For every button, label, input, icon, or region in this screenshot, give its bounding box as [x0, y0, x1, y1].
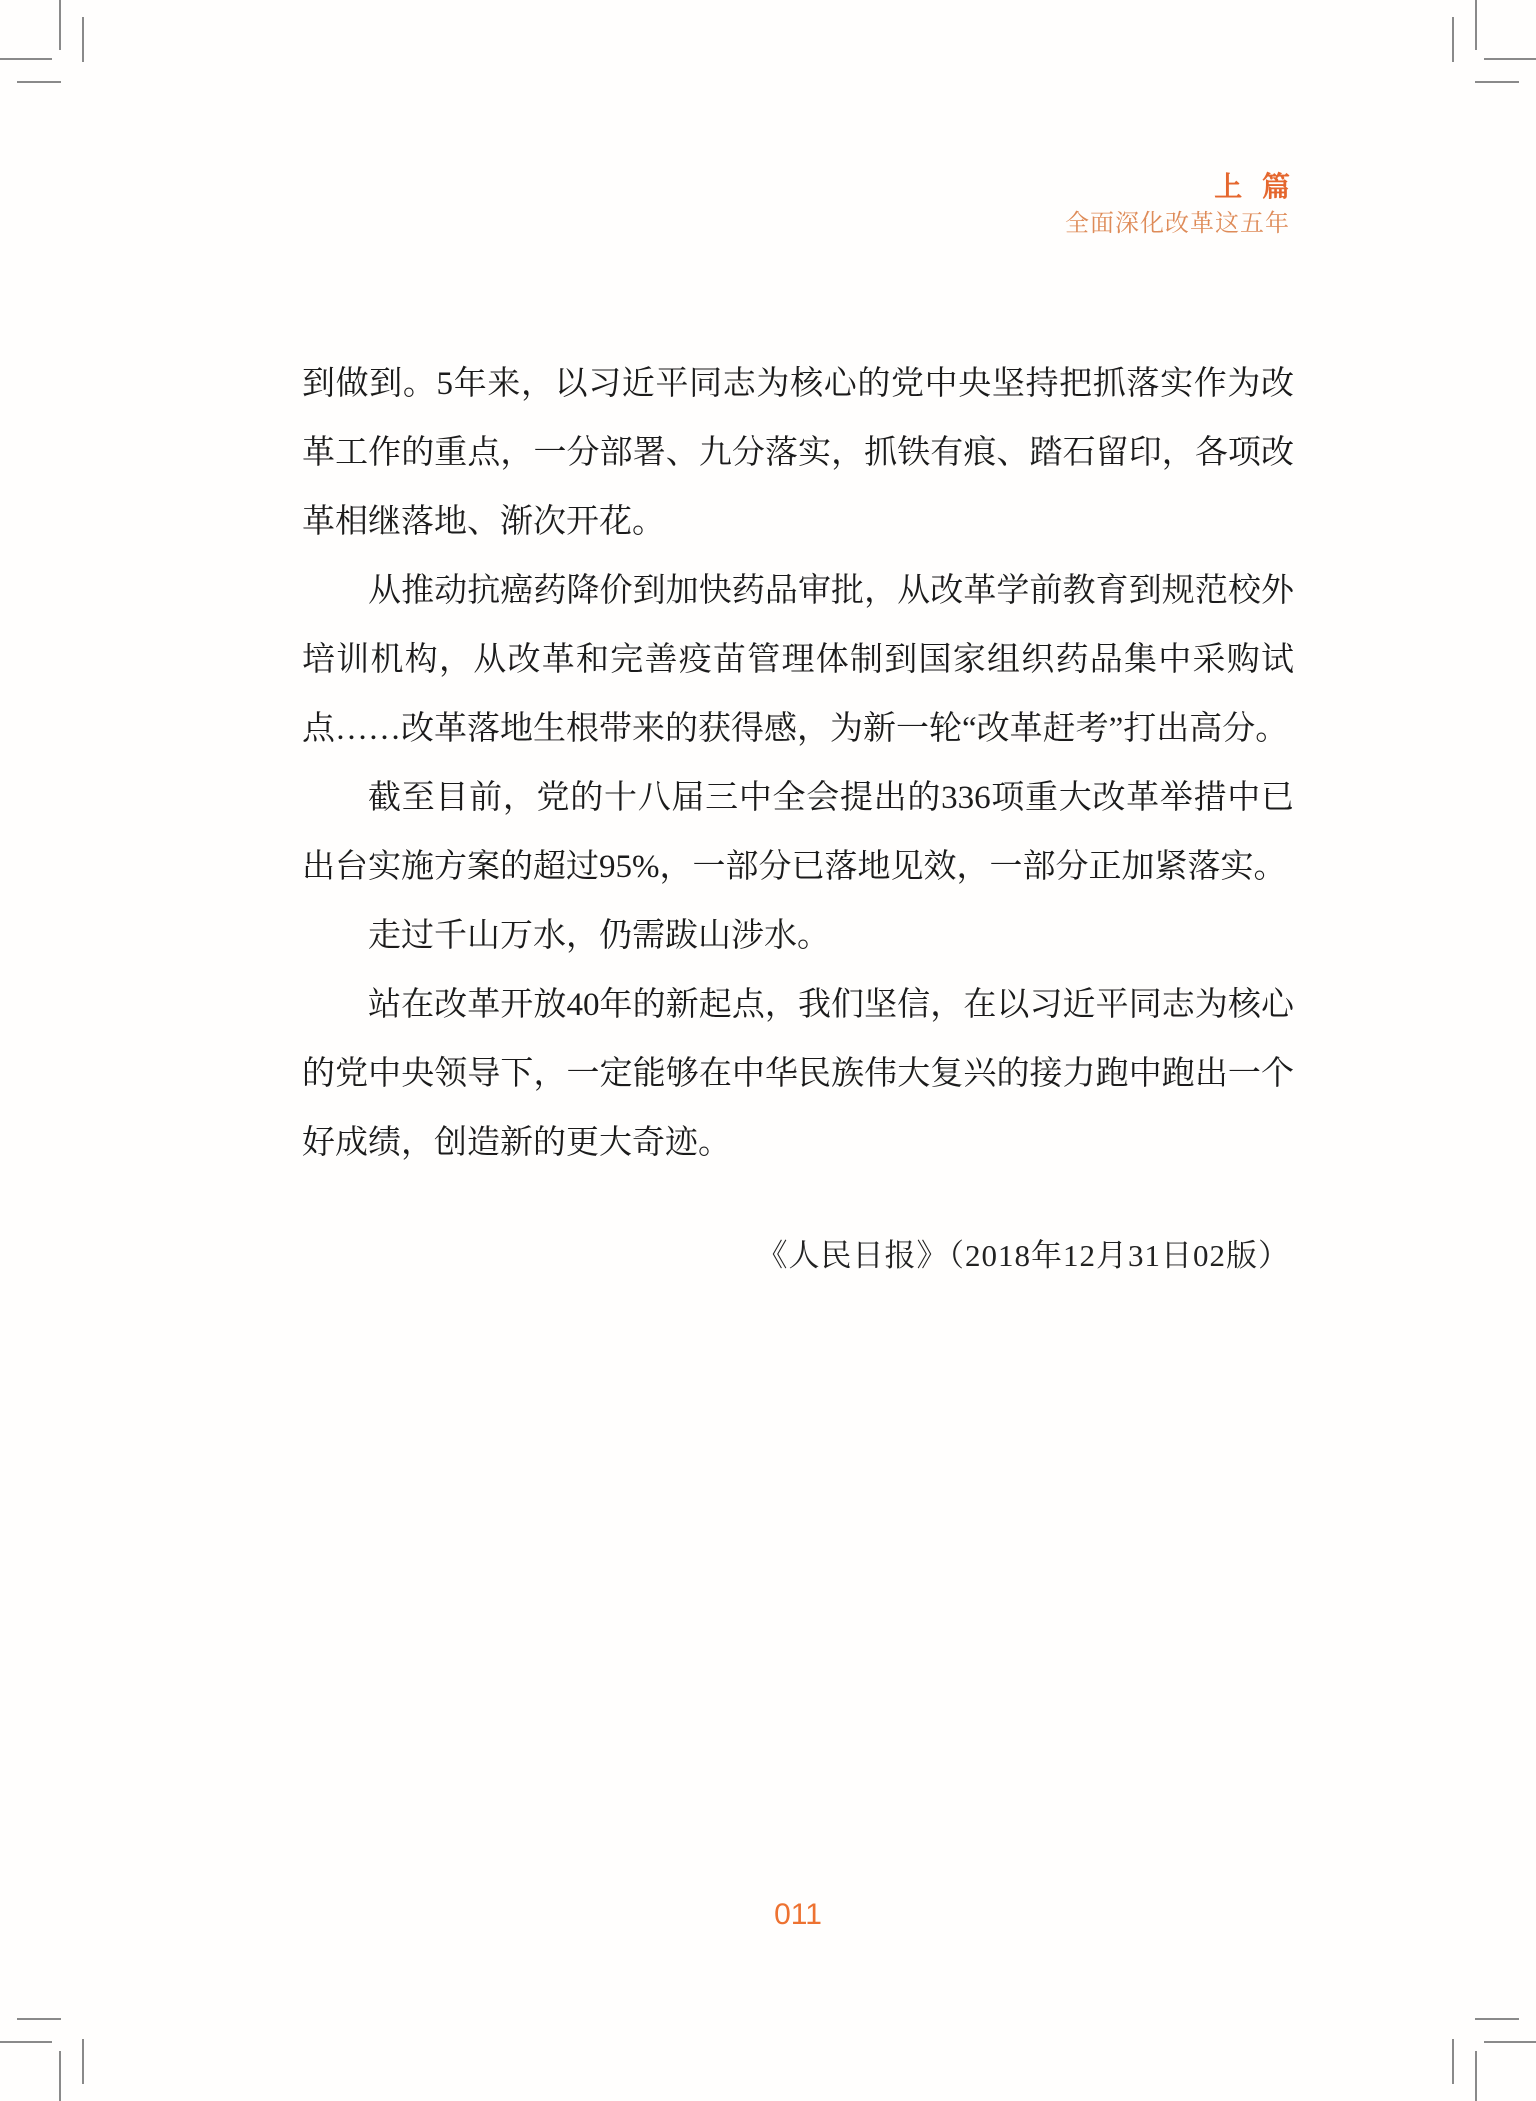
crop-mark-icon [1452, 17, 1454, 62]
crop-mark-icon [1475, 2018, 1519, 2020]
paragraph: 站在改革开放40年的新起点，我们坚信，在以习近平同志为核心的党中央领导下，一定能够在中华民族伟大复兴的接力跑中跑出一个好成绩，创造新的更大奇迹。 [302, 987, 1294, 1161]
paragraph: 从推动抗癌药降价到加快药品审批，从改革学前教育到规范校外培训机构，从改革和完善疫苗管理体制到国家组织药品集中采购试点……改革落地生根带来的获得感，为新一轮“改革赶考”打出高分。 [302, 573, 1294, 747]
part-label: 上 篇 [1214, 171, 1290, 202]
page-number: 011 [774, 1898, 822, 1931]
crop-mark-icon [82, 17, 84, 62]
crop-mark-icon [1484, 2041, 1536, 2043]
paragraph: 走过千山万水，仍需跋山涉水。 [368, 918, 830, 954]
crop-mark-icon [1475, 0, 1477, 50]
crop-mark-icon [82, 2039, 84, 2084]
running-head [1065, 172, 1290, 238]
part-subtitle: 全面深化改革这五年 [1065, 210, 1290, 237]
crop-mark-icon [0, 2041, 52, 2043]
crop-mark-icon [59, 0, 61, 50]
crop-mark-icon [1475, 2051, 1477, 2101]
body-text [302, 350, 1294, 1178]
crop-mark-icon [1475, 81, 1519, 83]
paragraph: 截至目前，党的十八届三中全会提出的336项重大改革举措中已出台实施方案的超过95%，一部分已落地见效，一部分正加紧落实。 [302, 780, 1294, 885]
paragraph-continuation: 到做到。5年来，以习近平同志为核心的党中央坚持把抓落实作为改革工作的重点，一分部署、九分落实，抓铁有痕、踏石留印，各项改革相继落地、渐次开花。 [302, 366, 1294, 540]
crop-mark-icon [1484, 58, 1536, 60]
crop-mark-icon [1452, 2039, 1454, 2084]
crop-mark-icon [17, 81, 61, 83]
crop-mark-icon [59, 2051, 61, 2101]
crop-mark-icon [17, 2018, 61, 2020]
crop-mark-icon [0, 58, 52, 60]
source-citation: 《人民日报》（2018年12月31日02版） [756, 1238, 1290, 1273]
